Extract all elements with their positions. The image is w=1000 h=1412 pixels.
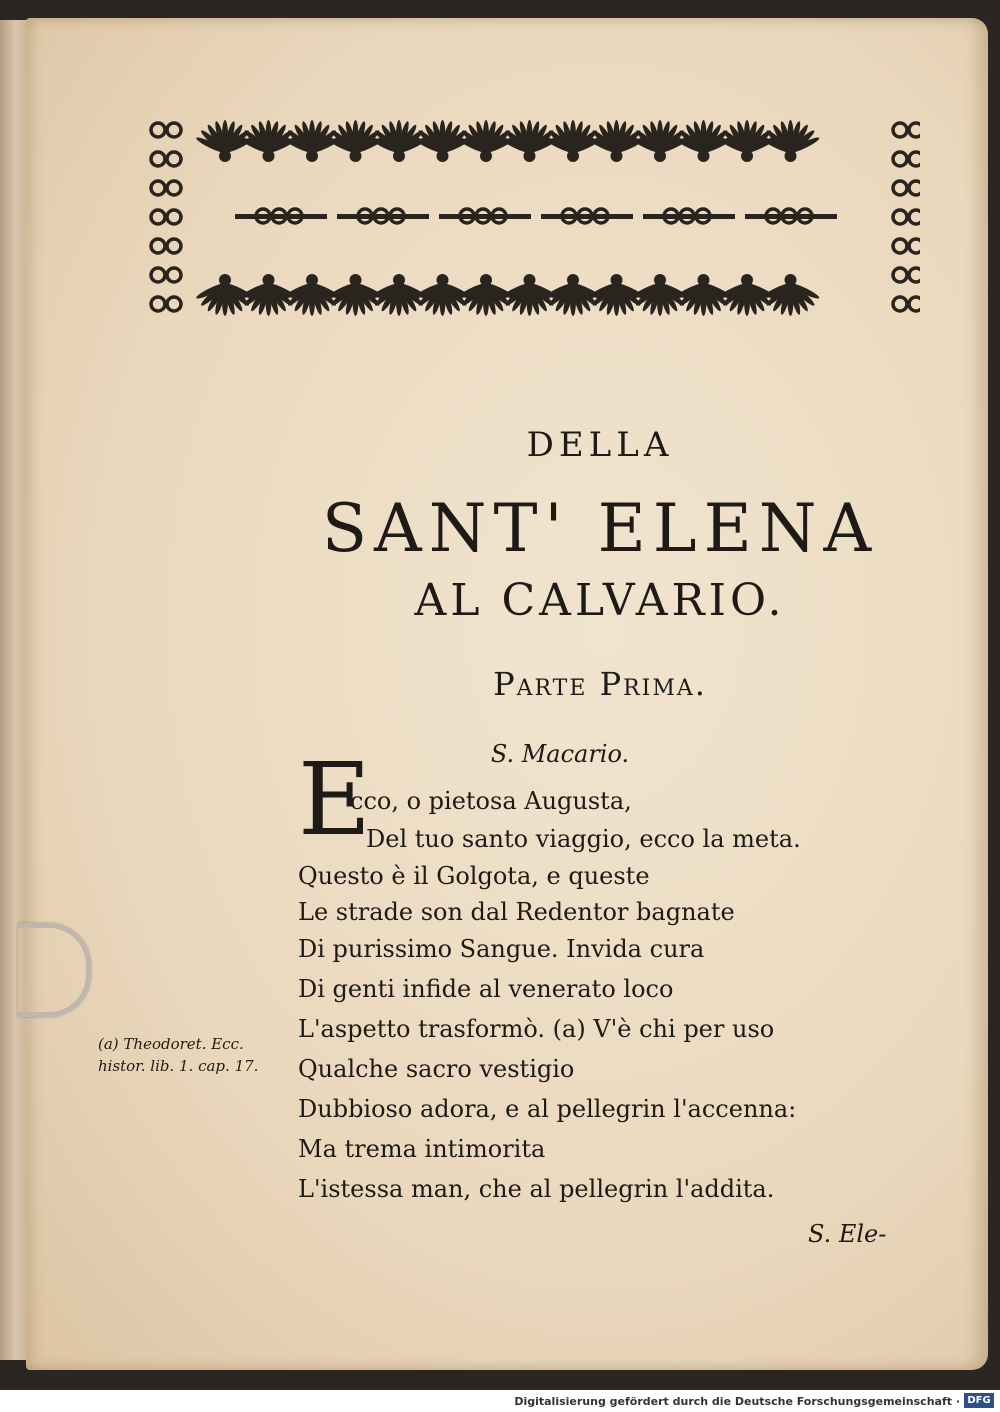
verse-line: L'aspetto trasformò. (a) V'è chi per uso — [298, 1015, 775, 1043]
scroll-motif-icon — [893, 239, 920, 253]
ornament-svg — [140, 102, 920, 332]
scroll-motif-icon — [151, 181, 181, 195]
footer-credit: Digitalisierung gefördert durch die Deutsche Forschungsgemeinschaft · — [514, 1395, 960, 1408]
verse-line: Ma trema intimorita — [298, 1135, 546, 1163]
scroll-motif-icon — [893, 268, 920, 282]
decorative-ornament-border — [140, 102, 920, 332]
paper-clip-icon — [18, 923, 91, 1017]
title-line-al-calvario: AL CALVARIO. — [414, 575, 786, 626]
part-heading: Parte Prima. — [493, 665, 707, 703]
drop-cap: E — [298, 741, 371, 858]
scroll-motif-icon — [893, 152, 920, 166]
scroll-motif-icon — [151, 123, 181, 137]
verse-line: Dubbioso adora, e al pellegrin l'accenna: — [298, 1095, 797, 1123]
verse-line: Le strade son dal Redentor bagnate — [298, 898, 735, 926]
verse-line: Del tuo santo viaggio, ecco la meta. — [366, 825, 801, 853]
verse-line: Questo è il Golgota, e queste — [298, 862, 650, 890]
title-line-della: DELLA — [526, 425, 674, 465]
verse-line: Qualche sacro vestigio — [298, 1055, 575, 1083]
palmette-icon — [760, 120, 820, 162]
chain-link-icon — [439, 209, 531, 223]
catchword: S. Ele- — [808, 1220, 887, 1248]
chain-link-icon — [745, 209, 837, 223]
title-line-sant-elena: SANT' ELENA — [321, 490, 879, 567]
scroll-motif-icon — [151, 210, 181, 224]
scroll-motif-icon — [151, 268, 181, 282]
chain-link-icon — [643, 209, 735, 223]
dfg-logo-icon: DFG — [964, 1393, 994, 1408]
footnote-line: (a) Theodoret. Ecc. — [98, 1035, 244, 1053]
scroll-motif-icon — [893, 210, 920, 224]
chain-link-icon — [235, 209, 327, 223]
scroll-motif-icon — [151, 239, 181, 253]
footnote-line: histor. lib. 1. cap. 17. — [98, 1057, 259, 1075]
scroll-motif-icon — [893, 297, 920, 311]
scroll-motif-icon — [893, 181, 920, 195]
verse-line: cco, o pietosa Augusta, — [350, 787, 632, 815]
verse-line: L'istessa man, che al pellegrin l'addita. — [298, 1175, 775, 1203]
chain-link-icon — [541, 209, 633, 223]
chain-link-icon — [337, 209, 429, 223]
scroll-motif-icon — [893, 123, 920, 137]
scroll-motif-icon — [151, 297, 181, 311]
verse-line: Di purissimo Sangue. Invida cura — [298, 935, 705, 963]
speaker-name: S. Macario. — [490, 740, 630, 768]
verse-line: Di genti infide al venerato loco — [298, 975, 674, 1003]
palmette-icon — [760, 274, 820, 316]
scroll-motif-icon — [151, 152, 181, 166]
